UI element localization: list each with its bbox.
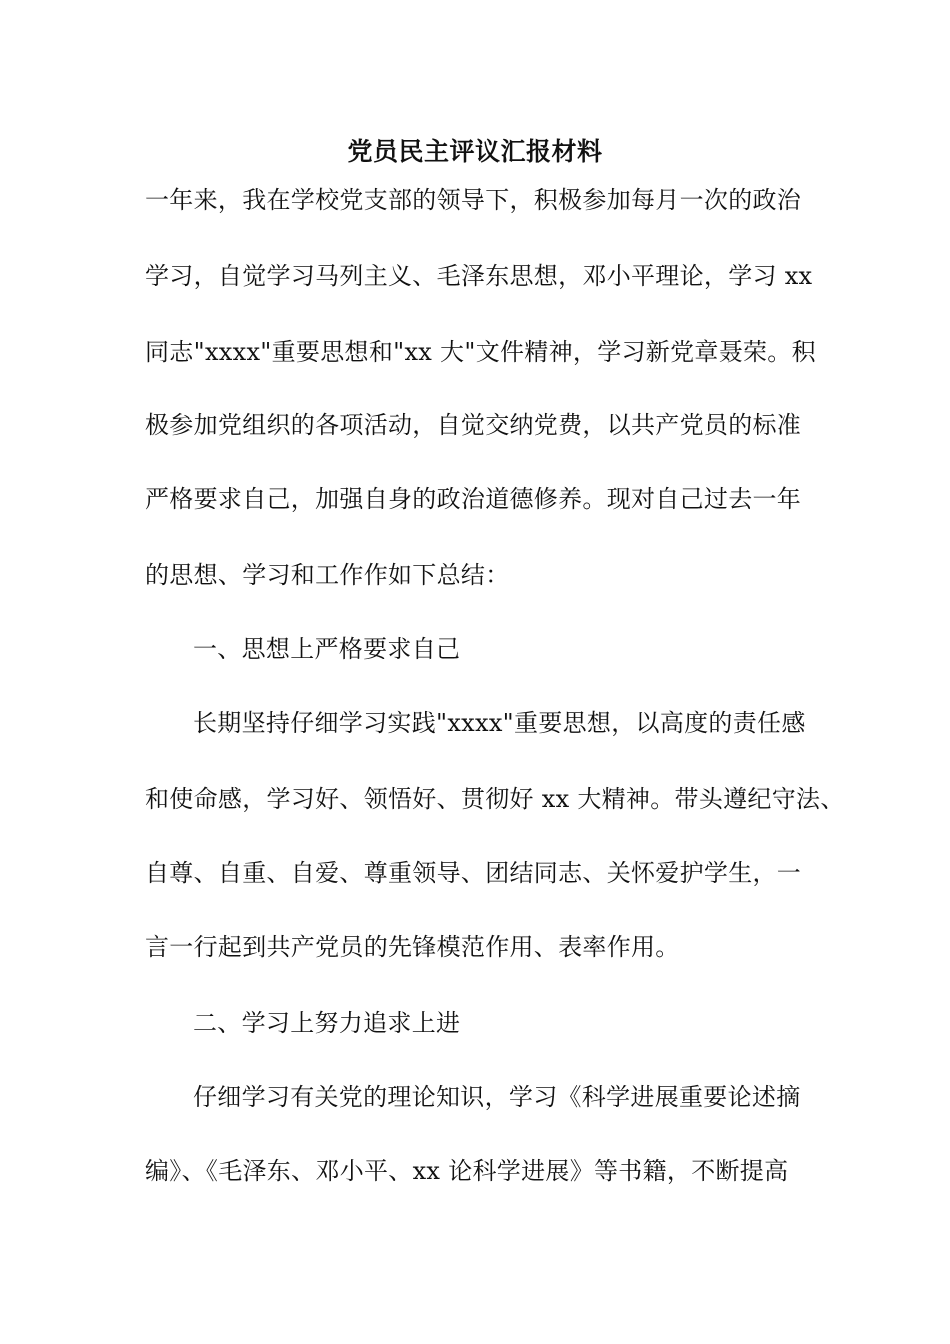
body-line: 的思想、学习和工作作如下总结：: [145, 561, 510, 589]
body-line: 仔细学习有关党的理论知识，学习《科学进展重要论述摘: [193, 1083, 801, 1111]
body-line: 长期坚持仔细学习实践"xxxx"重要思想，以高度的责任感: [193, 709, 806, 737]
section-heading: 一、思想上严格要求自己: [193, 635, 461, 663]
body-line: 编》、《毛泽东、邓小平、xx 论科学进展》等书籍，不断提高: [145, 1157, 789, 1185]
body-line: 自尊、自重、自爱、尊重领导、团结同志、关怀爱护学生，一: [145, 859, 802, 887]
section-heading: 二、学习上努力追求上进: [193, 1009, 461, 1037]
body-line: 一年来，我在学校党支部的领导下，积极参加每月一次的政治: [145, 186, 802, 214]
body-line: 极参加党组织的各项活动，自觉交纳党费，以共产党员的标准: [145, 411, 802, 439]
body-line: 言一行起到共产党员的先锋模范作用、表率作用。: [145, 933, 680, 961]
body-line: 严格要求自己，加强自身的政治道德修养。现对自己过去一年: [145, 485, 802, 513]
body-line: 学习，自觉学习马列主义、毛泽东思想，邓小平理论，学习 xx: [145, 262, 813, 290]
body-line: 和使命感，学习好、领悟好、贯彻好 xx 大精神。带头遵纪守法、: [145, 785, 845, 813]
body-line: 同志"xxxx"重要思想和"xx 大"文件精神，学习新党章聂荣。积: [145, 338, 816, 366]
document-title: 党员民主评议汇报材料: [347, 137, 603, 166]
